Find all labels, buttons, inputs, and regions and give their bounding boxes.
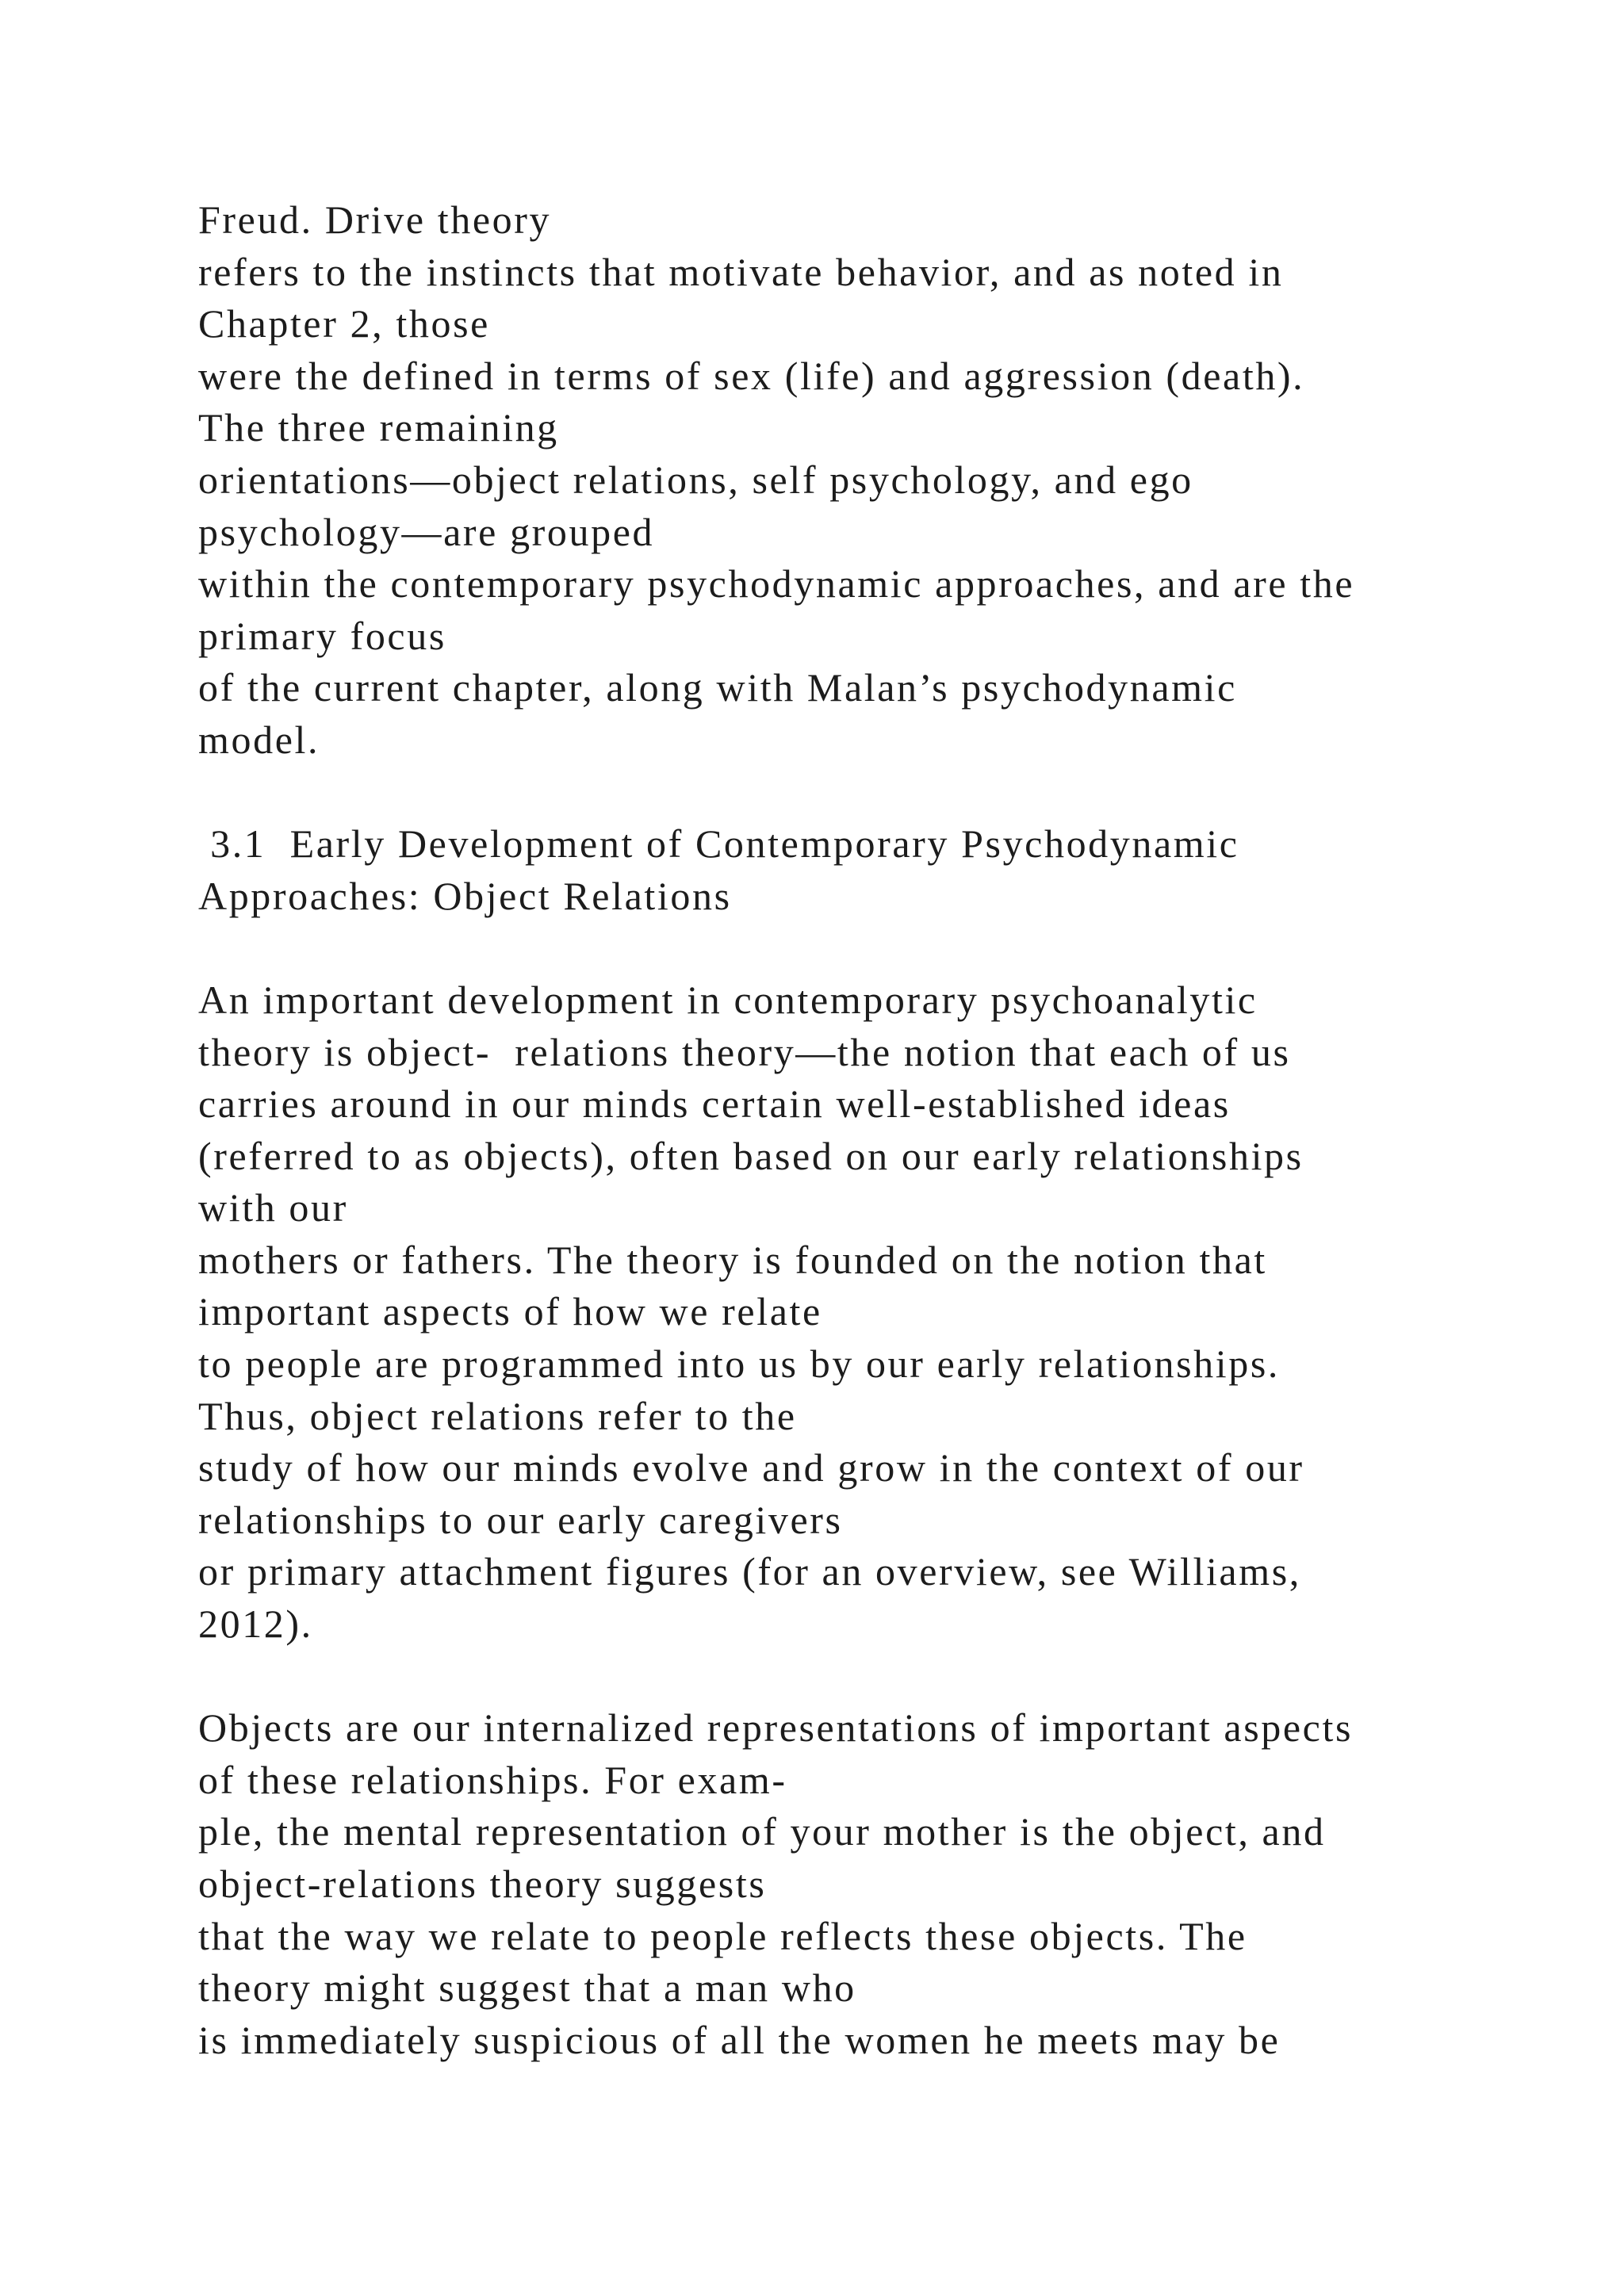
text-line: were the defined in terms of sex (life) and aggression (death). [198, 353, 1305, 398]
text-line: An important development in contemporary psychoanalytic [198, 977, 1258, 1022]
text-line: ple, the mental representation of your mother is the object, and [198, 1809, 1326, 1854]
text-line: within the contemporary psychodynamic approaches, and are the [198, 561, 1355, 607]
text-line: Thus, object relations refer to the [198, 1393, 797, 1438]
text-line: carries around in our minds certain well-established ideas [198, 1081, 1231, 1127]
text-line: mothers or fathers. The theory is founded on the notion that [198, 1237, 1267, 1282]
text-line: important aspects of how we relate [198, 1289, 822, 1334]
text-line: The three remaining [198, 405, 559, 450]
text-line: primary focus [198, 613, 446, 658]
text-line: is immediately suspicious of all the women he meets may be [198, 2017, 1281, 2062]
text-line: (referred to as objects), often based on our early relationships [198, 1133, 1304, 1178]
blank-line [198, 922, 1610, 974]
text-line: theory is object- relations theory—the notion that each of us [198, 1029, 1291, 1074]
text-line: Chapter 2, those [198, 301, 490, 346]
text-line: refers to the instincts that motivate behavior, and as noted in [198, 249, 1284, 294]
text-line: of these relationships. For exam- [198, 1757, 787, 1802]
text-line: theory might suggest that a man who [198, 1965, 856, 2011]
text-line: that the way we relate to people reflects these objects. The [198, 1913, 1247, 1958]
text-line: 2012). [198, 1601, 313, 1647]
text-line: with our [198, 1185, 348, 1230]
text-line: Objects are our internalized representations of important aspects [198, 1705, 1354, 1751]
text-line: to people are programmed into us by our early relationships. [198, 1341, 1281, 1387]
text-line: relationships to our early caregivers [198, 1497, 843, 1542]
text-line: study of how our minds evolve and grow in the context of our [198, 1445, 1304, 1490]
document-body [198, 194, 1610, 2066]
text-line: orientations—object relations, self psychology, and ego [198, 457, 1193, 502]
text-line: Freud. Drive theory [198, 197, 552, 242]
text-line: of the current chapter, along with Malan’s psychodynamic [198, 665, 1237, 710]
text-line: model. [198, 717, 320, 762]
text-line: or primary attachment figures (for an overview, see Williams, [198, 1549, 1301, 1594]
blank-line [198, 767, 1610, 819]
section-heading: 3.1 Early Development of Contemporary Psychodynamic [198, 821, 1239, 867]
text-line: object-relations theory suggests [198, 1862, 767, 1906]
text-line: psychology—are grouped [198, 509, 655, 554]
section-heading: Approaches: Object Relations [198, 873, 732, 918]
blank-line [198, 1651, 1610, 1703]
